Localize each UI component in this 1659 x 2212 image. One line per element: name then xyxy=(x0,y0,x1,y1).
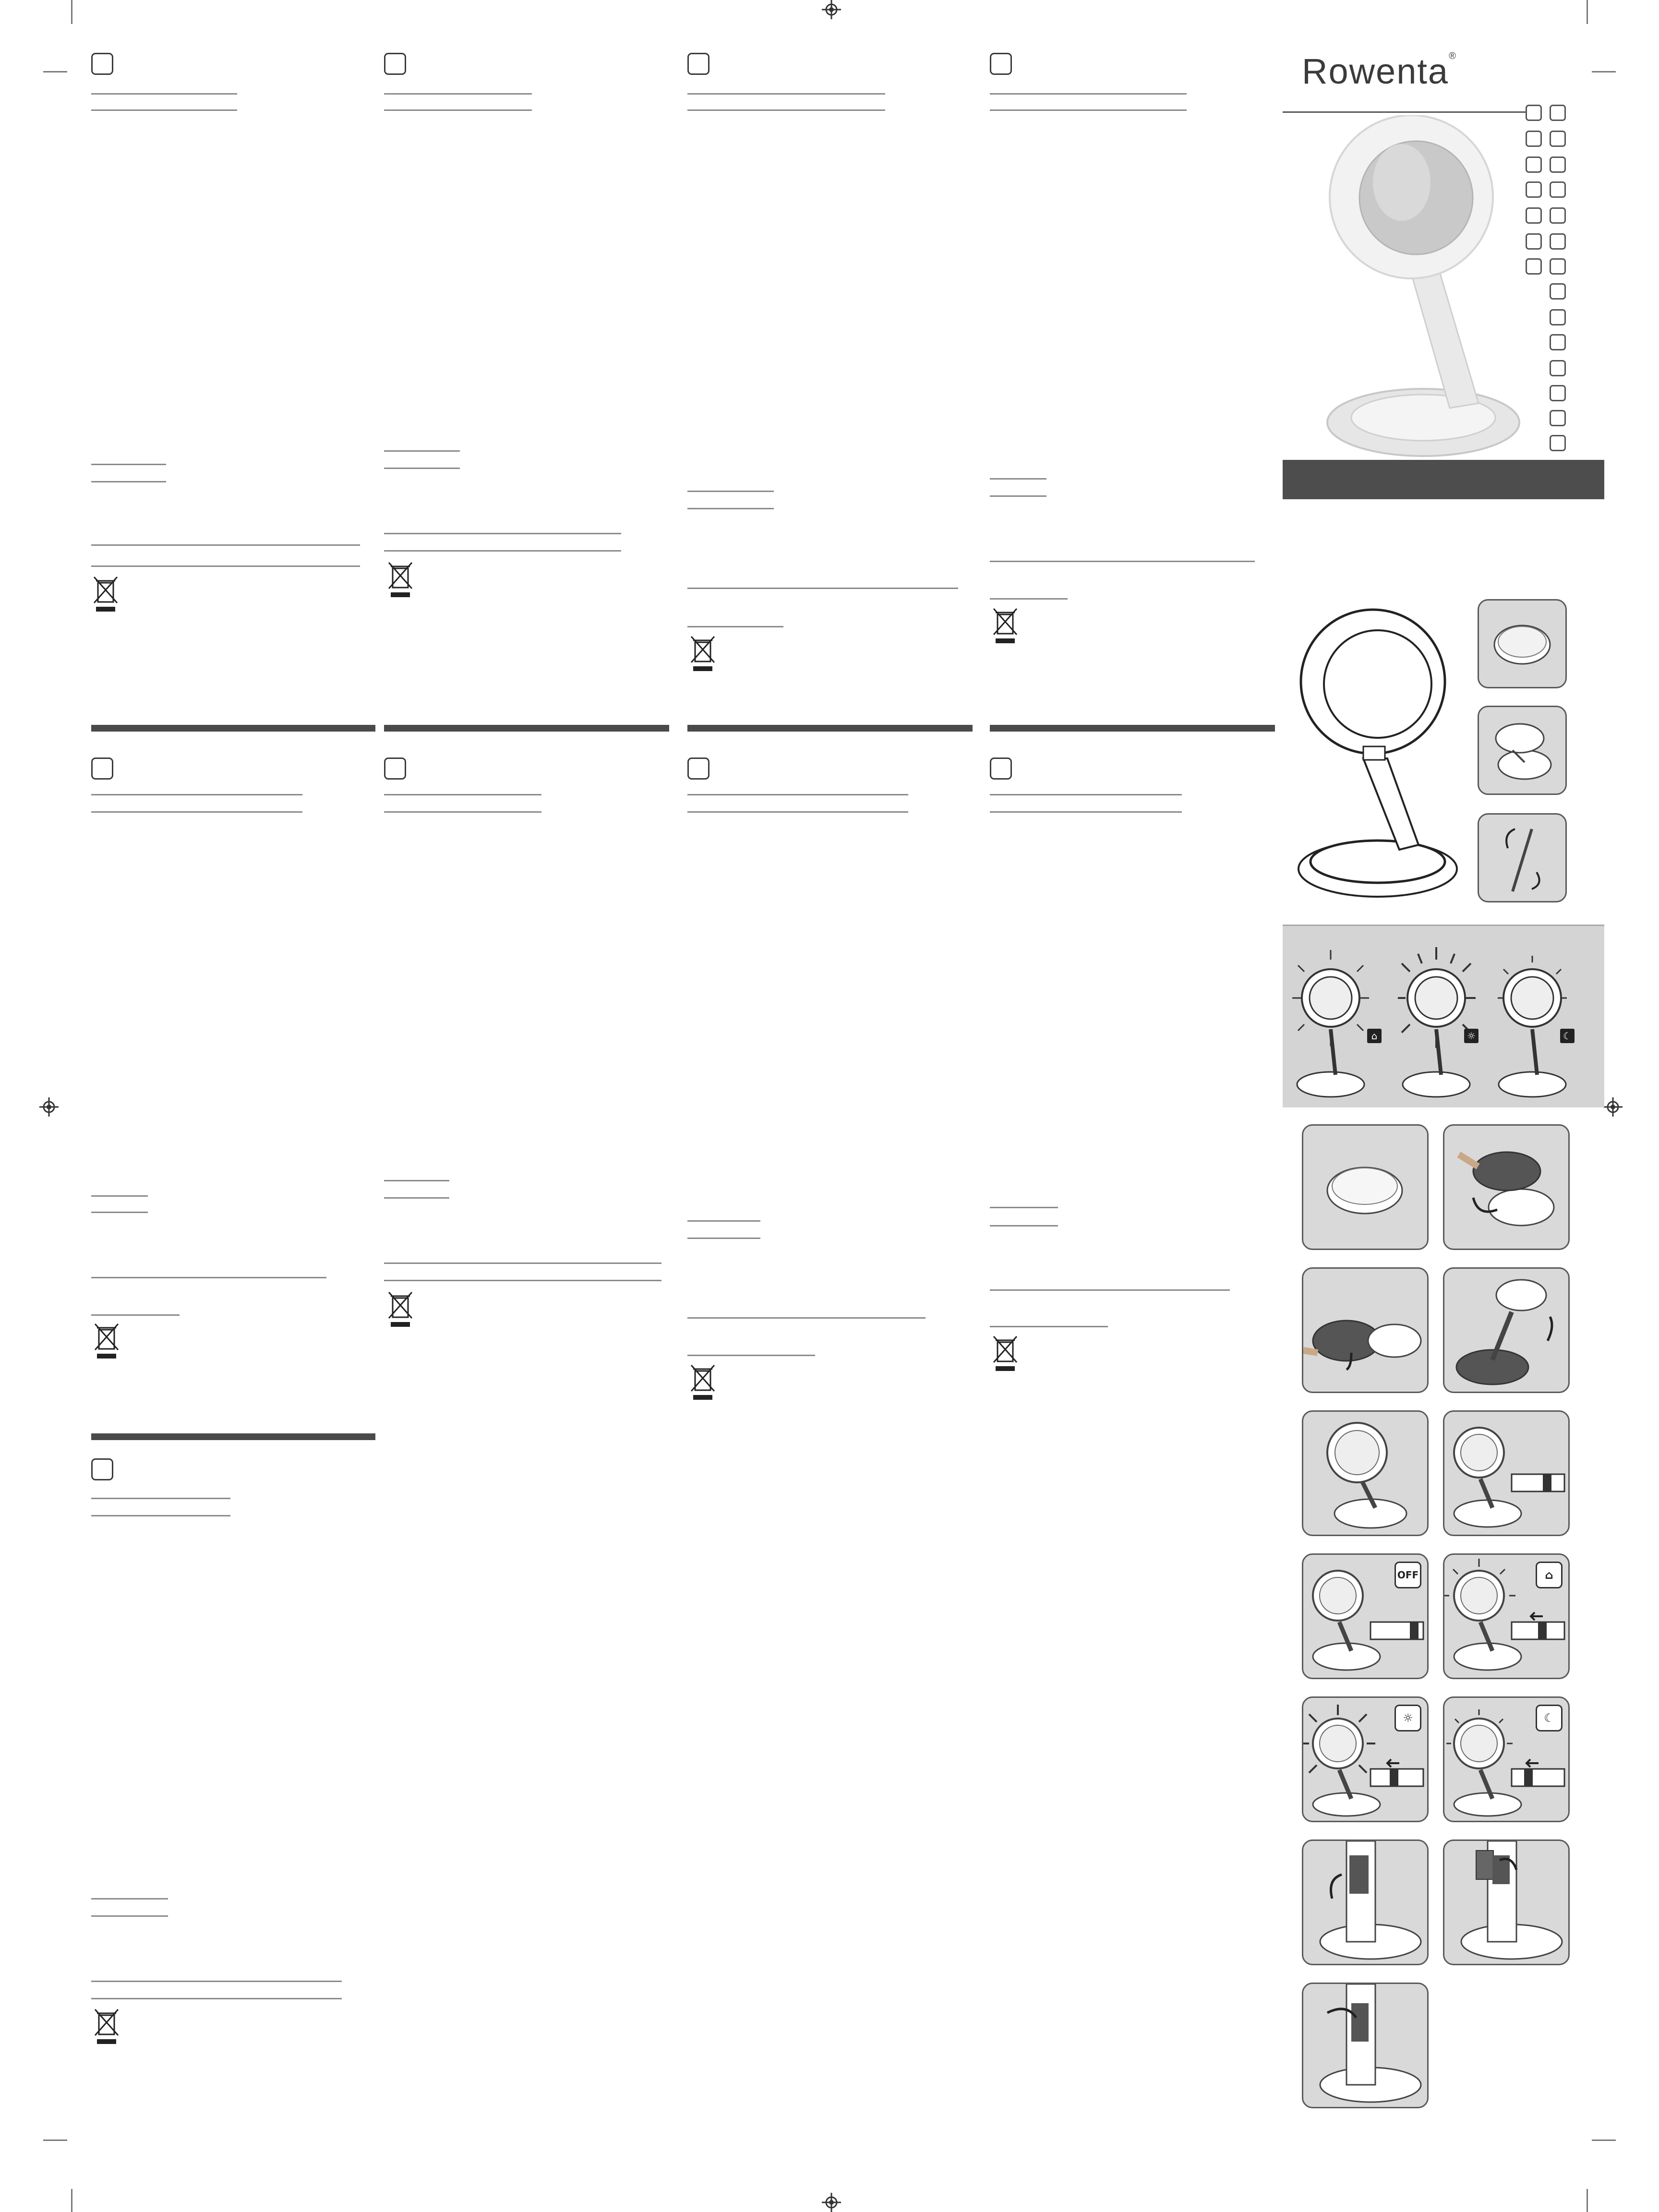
section-divider xyxy=(91,725,375,732)
language-box xyxy=(687,53,709,75)
night-badge: ☾ xyxy=(1536,1705,1563,1731)
rotate-arm-figure xyxy=(1478,813,1567,902)
section-rule xyxy=(687,626,783,627)
section-rule xyxy=(990,561,1255,562)
section-rule xyxy=(91,1498,230,1499)
section-rule xyxy=(91,1915,168,1917)
registration-mark-icon xyxy=(822,0,841,19)
language-box xyxy=(1550,258,1566,275)
section-divider xyxy=(384,725,669,732)
section-rule xyxy=(990,109,1187,111)
section-rule xyxy=(687,794,908,795)
logo-rule xyxy=(1283,111,1528,113)
section-rule xyxy=(91,1277,326,1278)
language-box xyxy=(384,53,406,75)
language-box xyxy=(1550,233,1566,250)
section-rule xyxy=(990,495,1046,497)
brand-mark: ® xyxy=(1449,51,1457,61)
section-rule xyxy=(384,533,621,534)
section-rule xyxy=(384,93,532,95)
section-rule xyxy=(91,1195,148,1197)
section-rule xyxy=(91,1212,148,1213)
language-box xyxy=(990,757,1012,780)
section-rule xyxy=(91,464,166,465)
brand-name: Rowenta xyxy=(1302,51,1449,91)
language-box xyxy=(1550,309,1566,325)
section-divider xyxy=(91,1433,375,1440)
crossed-out-wheelie-bin-icon xyxy=(689,634,716,672)
step-figure-raise-mirror xyxy=(1443,1267,1570,1393)
bright-mode-icon: ☼ xyxy=(1464,1029,1479,1043)
crop-mark xyxy=(1592,71,1616,72)
section-rule xyxy=(687,109,885,111)
section-rule xyxy=(687,1238,760,1239)
mirror-overview-diagram xyxy=(1291,595,1469,902)
brand-logo xyxy=(1302,51,1457,92)
crossed-out-wheelie-bin-icon xyxy=(992,606,1019,644)
step-figure-daylight xyxy=(1443,1553,1570,1679)
language-box xyxy=(1526,207,1542,224)
step-figure-night xyxy=(1443,1696,1570,1822)
section-rule xyxy=(91,93,237,95)
section-rule xyxy=(91,565,360,567)
crossed-out-wheelie-bin-icon xyxy=(93,1321,120,1359)
mode-bright-figure xyxy=(1398,945,1494,1099)
language-box xyxy=(1526,258,1542,275)
section-rule xyxy=(91,1981,342,1982)
language-box xyxy=(1526,131,1542,147)
section-rule xyxy=(687,1355,815,1356)
language-box xyxy=(1550,105,1566,121)
section-rule xyxy=(384,1262,661,1264)
cover-band xyxy=(1283,460,1604,499)
section-rule xyxy=(384,1180,449,1181)
registration-mark-icon xyxy=(822,2193,841,2212)
daylight-mode-icon: ⌂ xyxy=(1367,1029,1382,1043)
language-box xyxy=(91,1458,113,1480)
language-box xyxy=(384,757,406,780)
step-figure-off xyxy=(1302,1553,1429,1679)
crop-mark xyxy=(43,2140,67,2141)
step-figure-closed xyxy=(1302,1124,1429,1250)
section-rule xyxy=(990,1326,1108,1327)
section-rule xyxy=(990,1225,1058,1226)
mode-night-figure xyxy=(1494,945,1590,1099)
language-box xyxy=(91,757,113,780)
section-rule xyxy=(384,109,532,111)
section-rule xyxy=(384,1280,661,1281)
language-box xyxy=(1526,233,1542,250)
language-box xyxy=(1526,156,1542,173)
language-box xyxy=(1550,334,1566,350)
bright-badge: ☼ xyxy=(1395,1705,1421,1731)
section-divider xyxy=(687,725,973,732)
step-figure-standing xyxy=(1302,1410,1429,1536)
crossed-out-wheelie-bin-icon xyxy=(92,574,119,613)
language-box xyxy=(687,757,709,780)
section-rule xyxy=(91,1898,168,1899)
section-rule xyxy=(990,93,1187,95)
section-rule xyxy=(384,450,460,452)
language-box xyxy=(1550,207,1566,224)
section-rule xyxy=(990,598,1068,600)
section-rule xyxy=(687,1220,760,1222)
night-mode-icon: ☾ xyxy=(1560,1029,1575,1043)
section-rule xyxy=(990,478,1046,480)
crossed-out-wheelie-bin-icon xyxy=(387,560,414,598)
mirror-product-image xyxy=(1320,115,1527,461)
crossed-out-wheelie-bin-icon xyxy=(93,2007,120,2045)
off-badge: OFF xyxy=(1395,1562,1421,1588)
light-modes-panel xyxy=(1283,925,1604,1107)
language-box xyxy=(1550,360,1566,376)
section-rule xyxy=(687,1317,926,1319)
section-rule xyxy=(91,1998,342,1999)
section-rule xyxy=(687,588,958,589)
language-box xyxy=(1550,156,1566,173)
section-rule xyxy=(91,1515,230,1516)
language-box xyxy=(1550,181,1566,198)
language-box xyxy=(1526,181,1542,198)
step-figure-battery-close xyxy=(1302,1983,1429,2108)
step-figure-open-lid xyxy=(1443,1124,1570,1250)
section-rule xyxy=(91,811,302,813)
language-box xyxy=(1526,105,1542,121)
section-rule xyxy=(384,811,541,813)
crossed-out-wheelie-bin-icon xyxy=(992,1334,1019,1372)
mode-daylight-figure xyxy=(1292,945,1388,1099)
step-figure-remove-cover xyxy=(1302,1267,1429,1393)
crop-mark xyxy=(1592,2140,1616,2141)
language-box xyxy=(1550,435,1566,451)
registration-mark-icon xyxy=(1603,1097,1623,1117)
section-rule xyxy=(687,811,908,813)
section-rule xyxy=(91,1314,180,1316)
section-rule xyxy=(687,93,885,95)
step-figure-battery-open xyxy=(1302,1839,1429,1965)
section-rule xyxy=(91,794,302,795)
step-figure-bright xyxy=(1302,1696,1429,1822)
language-box xyxy=(1550,410,1566,426)
section-rule xyxy=(384,794,541,795)
section-divider xyxy=(990,725,1275,732)
crop-mark xyxy=(71,2189,72,2212)
language-box xyxy=(1550,283,1566,300)
step-figure-switch xyxy=(1443,1410,1570,1536)
section-rule xyxy=(990,1289,1230,1291)
daylight-badge: ⌂ xyxy=(1536,1562,1563,1588)
crossed-out-wheelie-bin-icon xyxy=(387,1289,414,1328)
crop-mark xyxy=(1587,2189,1588,2212)
section-rule xyxy=(687,508,774,509)
step-figure-battery-insert xyxy=(1443,1839,1570,1965)
section-rule xyxy=(91,544,360,546)
section-rule xyxy=(990,1207,1058,1208)
section-rule xyxy=(384,550,621,552)
section-rule xyxy=(687,491,774,492)
section-rule xyxy=(384,468,460,469)
language-box xyxy=(1550,385,1566,401)
language-box xyxy=(91,53,113,75)
folded-mirror-figure xyxy=(1478,599,1567,688)
section-rule xyxy=(990,811,1182,813)
crop-mark xyxy=(43,71,67,72)
crossed-out-wheelie-bin-icon xyxy=(689,1362,716,1401)
language-box xyxy=(990,53,1012,75)
section-rule xyxy=(91,481,166,482)
language-box xyxy=(1550,131,1566,147)
opening-mirror-figure xyxy=(1478,706,1567,795)
section-rule xyxy=(384,1197,449,1199)
crop-mark xyxy=(1587,0,1588,24)
crop-mark xyxy=(71,0,72,24)
section-rule xyxy=(990,794,1182,795)
section-rule xyxy=(91,109,237,111)
registration-mark-icon xyxy=(39,1097,59,1117)
